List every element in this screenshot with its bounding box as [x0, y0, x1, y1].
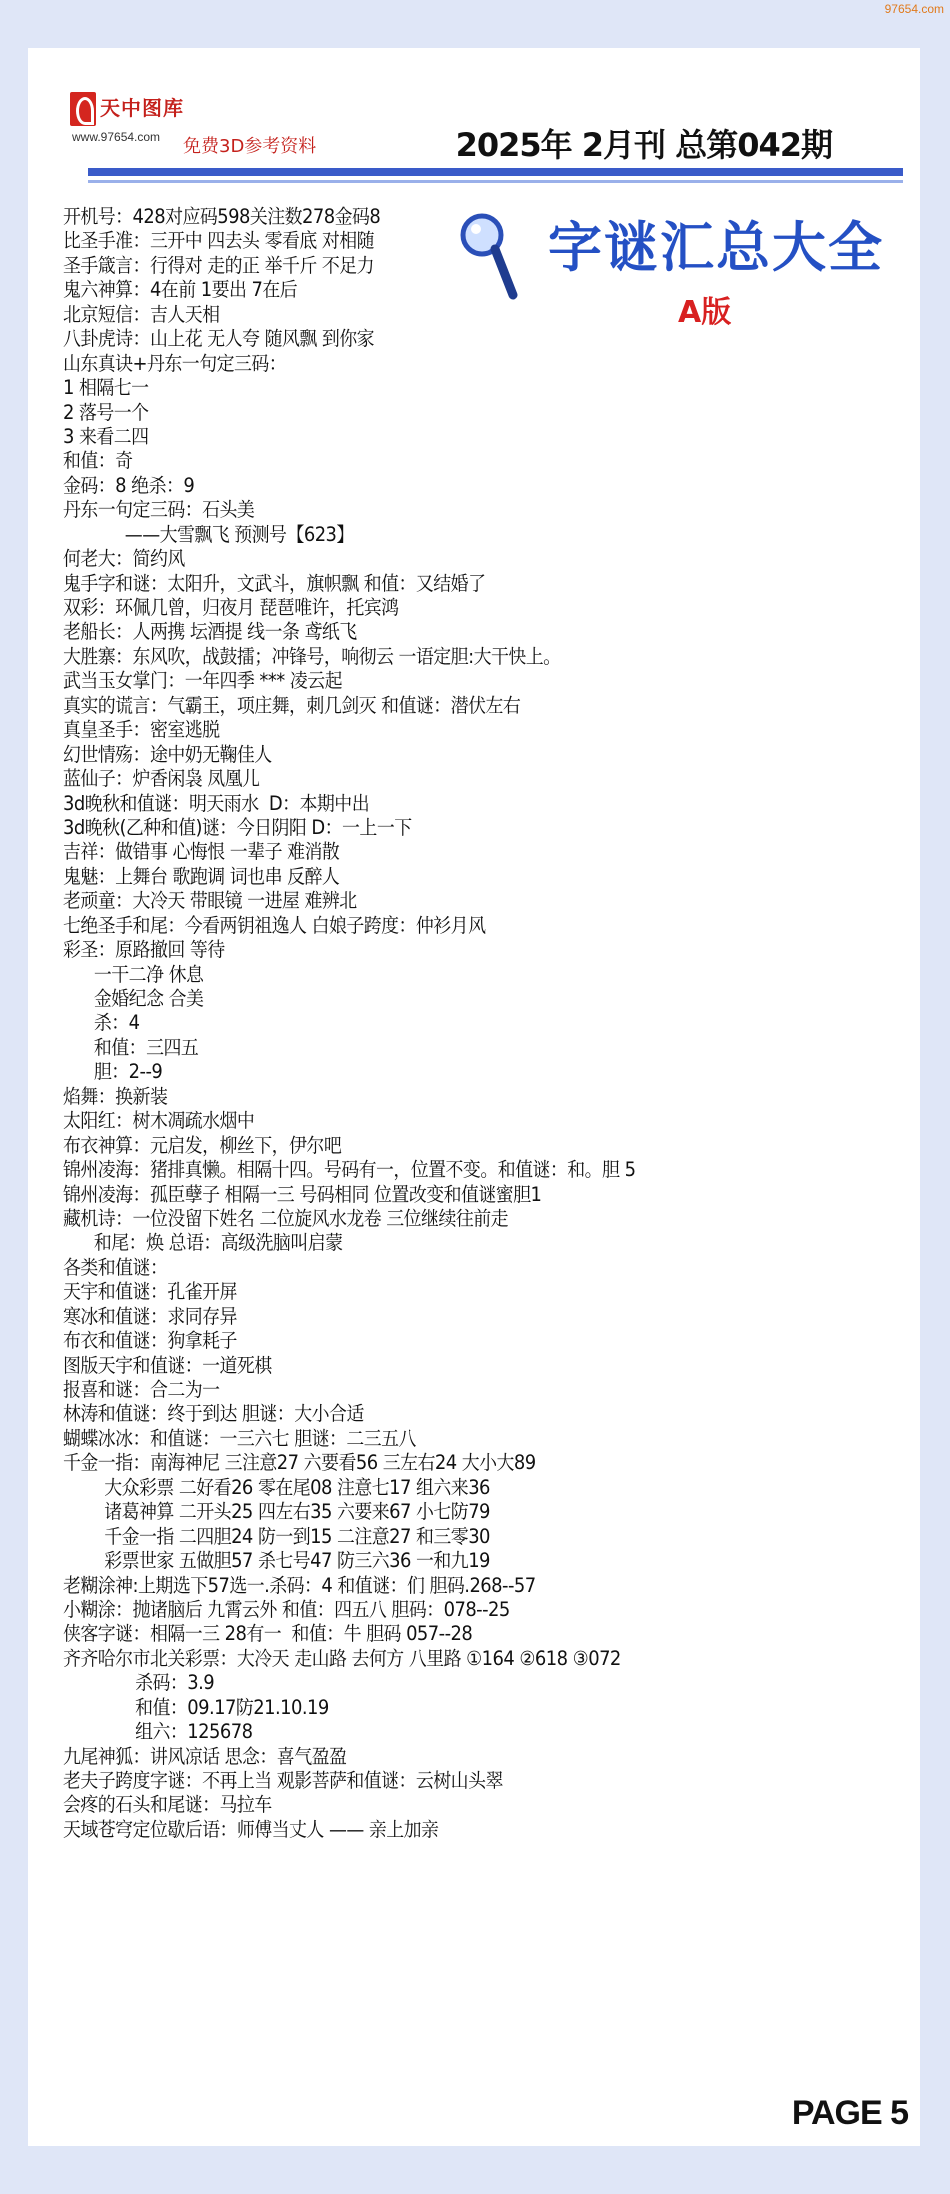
issue-number: 2025年 2月刊 总第042期: [455, 126, 832, 164]
riddle-line: 双彩：环佩几曾，归夜月 琵琶唯许，托宾鸿: [63, 596, 399, 619]
header-divider-thin: [88, 180, 903, 183]
riddle-line: 九尾神狐：讲风凉话 思念：喜气盈盈: [63, 1744, 347, 1768]
riddle-line: 千金一指：南海神尼 三注意27 六要看56 三左右24 大小大89: [63, 1451, 536, 1475]
logo-icon: [70, 92, 96, 126]
riddle-line: 天宇和值谜：孔雀开屏: [63, 1280, 237, 1304]
riddle-line: 金码：8 绝杀：9: [63, 473, 195, 497]
riddle-line: 蝴蝶冰冰：和值谜：一三六七 胆谜：二三五八: [63, 1426, 416, 1450]
riddle-line: 幻世情殇：途中奶无鞠佳人: [63, 742, 272, 766]
riddle-line: 比圣手准：三开中 四去头 零看底 对相随: [63, 229, 375, 253]
riddle-line: 太阳红：树木凋疏水烟中: [63, 1109, 255, 1133]
riddle-line: 杀：4: [63, 1011, 140, 1035]
riddle-line: 山东真诀+丹东一句定三码：: [63, 351, 287, 375]
riddle-line: 金婚纪念 合美: [63, 987, 204, 1010]
riddle-line: 鬼魅：上舞台 歌跑调 词也串 反醉人: [63, 864, 340, 888]
riddle-line: 彩票世家 五做胆57 杀七号47 防三六36 一和九19: [63, 1549, 490, 1573]
riddle-line: 3d晚秋和值谜：明天雨水 D：本期中出: [63, 791, 370, 815]
riddle-line: 北京短信：吉人天相: [63, 302, 220, 326]
riddle-line: 真实的谎言：气霸王，项庄舞，刺几剑灭 和值谜：潜伏左右: [63, 693, 521, 717]
riddle-line: 天域苍穹定位歇后语：师傅当丈人 —— 亲上加亲: [63, 1817, 439, 1841]
logo-name: 天中图库: [100, 98, 184, 120]
riddle-line: 鬼六神算：4在前 1要出 7在后: [63, 278, 298, 302]
riddle-line: 老船长：人两携 坛酒提 线一条 鸢纸飞: [63, 620, 357, 644]
riddle-line: 图版天宇和值谜：一道死棋: [63, 1353, 272, 1377]
riddle-line: 老糊涂神:上期选下57选一.杀码：4 和值谜：们 胆码.268--57: [63, 1573, 536, 1597]
riddle-line: 诸葛神算 二开头25 四左右35 六要来67 小七防79: [63, 1500, 490, 1524]
riddle-line: 组六：125678: [63, 1720, 253, 1744]
riddle-line: 鬼手字和谜：太阳升，文武斗，旗帜飘 和值：又结婚了: [63, 571, 486, 595]
riddle-line: 千金一指 二四胆24 防一到15 二注意27 和三零30: [63, 1524, 490, 1548]
logo-url: www.97654.com: [72, 130, 161, 144]
riddle-line: 杀码：3.9: [63, 1671, 215, 1695]
page-title: 字谜汇总大全: [548, 216, 884, 279]
riddle-line: 圣手箴言：行得对 走的正 举千斤 不足力: [63, 253, 375, 277]
riddle-line: 会疼的石头和尾谜：马拉车: [63, 1793, 272, 1817]
riddle-line: 蓝仙子：炉香闲袅 凤凰儿: [63, 767, 260, 791]
riddle-line: 吉祥：做错事 心悔恨 一辈子 难消散: [63, 840, 340, 864]
riddle-line: 七绝圣手和尾：今看两钥祖逸人 白娘子跨度：仲衫月风: [63, 913, 486, 937]
riddle-line: 侠客字谜：相隔一三 28有一 和值：牛 胆码 057--28: [63, 1622, 473, 1646]
riddle-line: 布衣和值谜：狗拿耗子: [63, 1329, 237, 1353]
riddle-line: 各类和值谜：: [63, 1255, 168, 1279]
riddle-line: 焰舞：换新装: [63, 1084, 168, 1108]
riddle-line: 寒冰和值谜：求同存异: [63, 1304, 237, 1328]
riddle-line: 丹东一句定三码：石头美: [63, 498, 255, 522]
riddle-line: 和值：三四五: [63, 1035, 199, 1059]
riddle-line: 小糊涂：抛诸脑后 九霄云外 和值：四五八 胆码：078--25: [63, 1597, 510, 1621]
riddle-line: 3d晚秋(乙种和值)谜：今日阴阳 D：一上一下: [63, 815, 412, 839]
riddle-line: 何老大：简约风: [63, 547, 185, 571]
header-divider: [88, 168, 903, 176]
riddle-line: 武当玉女掌门：一年四季 *** 凌云起: [63, 669, 342, 693]
riddle-list: [63, 205, 883, 1842]
riddle-line: 报喜和谜：合二为一: [63, 1378, 220, 1401]
edition-label: A版: [678, 295, 732, 330]
riddle-line: 布衣神算：元启发，柳丝下，伊尔吧: [63, 1133, 342, 1157]
riddle-line: 大众彩票 二好看26 零在尾08 注意七17 组六来36: [63, 1475, 490, 1499]
riddle-line: 大胜寨：东风吹，战鼓擂；冲锋号，响彻云 一语定胆:大干快上。: [63, 644, 561, 668]
riddle-line: 八卦虎诗：山上花 无人夸 随风飘 到你家: [63, 327, 375, 351]
riddle-line: 一干二净 休息: [63, 962, 204, 986]
riddle-line: 彩圣：原路撤回 等待: [63, 938, 225, 962]
riddle-line: 齐齐哈尔市北关彩票：大冷天 走山路 去何方 八里路 ①164 ②618 ③072: [63, 1646, 621, 1670]
riddle-line: 和值：09.17防21.10.19: [63, 1695, 329, 1719]
riddle-line: 老顽童：大冷天 带眼镜 一进屋 难辨北: [63, 889, 357, 913]
riddle-line: 老夫子跨度字谜：不再上当 观影菩萨和值谜：云树山头翠: [63, 1769, 503, 1792]
page-number: PAGE 5: [791, 2094, 908, 2132]
header-subtitle: 免费3D参考资料: [183, 136, 317, 157]
riddle-line: 3 来看二四: [63, 424, 149, 448]
riddle-line: 1 相隔七一: [63, 376, 149, 400]
riddle-line: 林涛和值谜：终于到达 胆谜：大小合适: [63, 1402, 364, 1426]
riddle-line: 真皇圣手：密室逃脱: [63, 718, 220, 742]
riddle-line: 锦州凌海：孤臣孽子 相隔一三 号码相同 位置改变和值谜蜜胆1: [63, 1182, 542, 1206]
riddle-line: 2 落号一个: [63, 400, 149, 424]
riddle-line: 胆：2--9: [63, 1060, 163, 1084]
riddle-line: 锦州凌海：猪排真懒。相隔十四。号码有一，位置不变。和值谜：和。胆 5: [63, 1158, 636, 1182]
riddle-line: 和尾：焕 总语：高级洗脑叫启蒙: [63, 1231, 343, 1255]
riddle-line: 开机号：428对应码598关注数278金码8: [63, 205, 381, 228]
riddle-line: 藏机诗：一位没留下姓名 二位旋风水龙卷 三位继续往前走: [63, 1206, 509, 1230]
riddle-line: ——大雪飘飞 预测号【623】: [63, 522, 354, 546]
riddle-line: 和值：奇: [63, 449, 133, 473]
site-watermark: 97654.com: [884, 2, 944, 16]
